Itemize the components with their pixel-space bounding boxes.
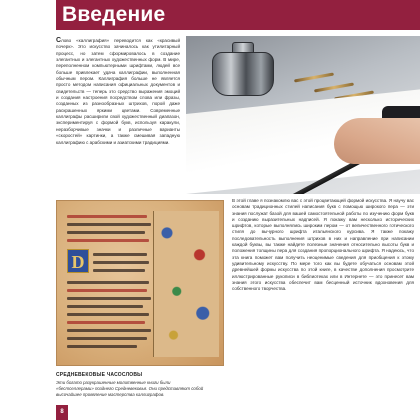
manuscript-line [93,253,147,256]
pen-nib [314,83,354,93]
page-number: 8 [56,405,68,420]
caption-text: Эти богато разукрашенные молитвенные книги были «бестселлерами» позднего Средневековья. Они представляют собой высочайшее проявление мастерства каллиграфов. [56,380,204,397]
hand [334,118,420,164]
page-title: Введение [62,3,166,26]
body-paragraph: В этой главе я познакомлю вас с этой процветающей формой искусства. Я научу вас основам традиционных стилей написания букв с помощью широкого пера — эти знания послужат базой для вашей самостоятельной работы по изучению форм букв и созданию выразительных надписей. Я покажу вам несколько исторических шрифтов, которые выполнялись широким пером — от величественного готического стиля до вычурного шрифта итальянского курсива. Я также покажу последовательность выполнения штрихов в них и направление при написании каждой буквы, вы также найдете полезные значения относительно высоты букв и положения толщины пера для создания пропорционального шрифта. Я надеюсь, что эта книга поможет вам получить неоценимые сведения для приобщения к этому удивительному искусству. По мере того как вы будете обучаться основам этой древнейшей формы искусства по этой книге, в качестве дополнения просмотрите иллюстрированные рукописи в библиотеках или в Интернете — это принесет вам знания этого искусства обеспечит вам бесценный источник вдохновения для собственного творчества. [232,198,414,292]
manuscript-line [67,223,151,226]
manuscript-line [67,313,149,316]
intro-text: лово «каллиграфия» переводится как «красивый почерк». Это искусство зачиналось как утилитарный процесс, но затем сформировалось в создание элегантных и элегантных художественных форм. В мире, переполненном компьютерными шрифтами, людей все больше привлекает удача каллиграфии, выполненная обычным пером. Каллиграфия больше не является просто методом написания официальных документов и свидетельств — теперь это средство выражения эмоций и создания настроения посредством слова или фразы, созданных из разнообразных штрихов, порой даже раскрашенных яркими цветами. Современные каллиграфы расширили свой художественный диапазон, экспериментируя с формой букв, используя каракули, неразборчивые значки и различные варианты «скоростей» картинки, а также смешивая западную каллиграфию с арабскими и азиатскими традициями. [56,38,180,145]
caption-title: СРЕДНЕВЕКОВЫЕ ЧАСОСЛОВЫ [56,372,143,378]
manuscript-line [67,345,137,348]
manuscript-line [67,289,147,292]
manuscript-line [93,269,145,272]
intro-dropcap: С [56,37,62,44]
manuscript-line [67,239,149,242]
manuscript-line [67,329,151,332]
manuscript-line [93,261,149,264]
intro-paragraph [56,38,180,146]
manuscript-line [67,337,147,340]
ink-bottle-and-pen-photo [186,36,420,194]
manuscript-line [67,231,145,234]
illuminated-initial: D [67,249,89,273]
manuscript-line [67,297,151,300]
manuscript-line [67,215,147,218]
medieval-book-of-hours-photo [56,200,224,366]
manuscript-line [67,281,149,284]
pen-nib [294,73,334,83]
manuscript-line [67,305,143,308]
ink-bottle [212,52,274,96]
floral-border [153,211,219,357]
manuscript-line [67,321,145,324]
